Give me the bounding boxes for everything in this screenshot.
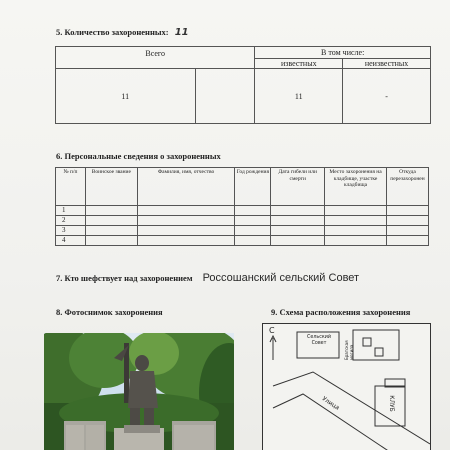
col-reburied-from: Откуда перезахоронен — [386, 168, 428, 206]
col-burial-place: Место захоронения на кладбище, участке кладбища — [325, 168, 387, 206]
value-unknown: - — [343, 69, 431, 124]
row-number: 2 — [56, 215, 86, 225]
header-total: Всего — [56, 47, 255, 69]
memorial-label: Братская могила — [344, 340, 354, 360]
council-label: Сельский Совет — [307, 335, 331, 346]
burial-count-handwritten: 11 — [174, 27, 189, 38]
section9-heading: 9. Схема расположения захоронения — [271, 307, 411, 317]
row-number: 1 — [56, 206, 86, 216]
club-label: КЛУБ — [387, 395, 395, 412]
row-number: 4 — [56, 235, 86, 245]
header-including: В том числе: — [255, 47, 431, 59]
table-row — [56, 235, 429, 245]
section7-heading: 7. Кто шефствует над захоронением — [56, 273, 193, 283]
col-rank: Воинское звание — [85, 168, 137, 206]
header-known: известных — [255, 59, 343, 69]
col-birth-year: Год рождения — [235, 168, 271, 206]
section5-heading-text: 5. Количество захороненных: — [56, 27, 169, 37]
section5-heading — [56, 27, 189, 38]
section7 — [56, 268, 359, 286]
location-scheme — [262, 323, 431, 450]
value-total: 11 — [56, 69, 196, 124]
personal-info-table — [55, 167, 429, 246]
col-name: Фамилия, имя, отчество — [137, 168, 235, 206]
table-row — [56, 206, 429, 216]
row-number: 3 — [56, 225, 86, 235]
section8-heading: 8. Фотоснимок захоронения — [56, 307, 163, 317]
value-total-extra — [195, 69, 255, 124]
table-row — [56, 225, 429, 235]
section6-heading: 6. Персональные сведения о захороненных — [56, 151, 221, 161]
patron-name: Россошанский сельский Совет — [202, 272, 360, 284]
value-known: 11 — [255, 69, 343, 124]
burial-count-table — [55, 46, 431, 124]
memorial-photo-image — [44, 333, 234, 450]
col-number: № п/п — [56, 168, 86, 206]
street-label: Улица — [320, 395, 341, 412]
col-death-date: Дата гибели или смерти — [271, 168, 325, 206]
header-unknown: неизвестных — [343, 59, 431, 69]
table-row — [56, 215, 429, 225]
north-letter: С — [269, 326, 275, 335]
burial-photo — [44, 333, 234, 450]
